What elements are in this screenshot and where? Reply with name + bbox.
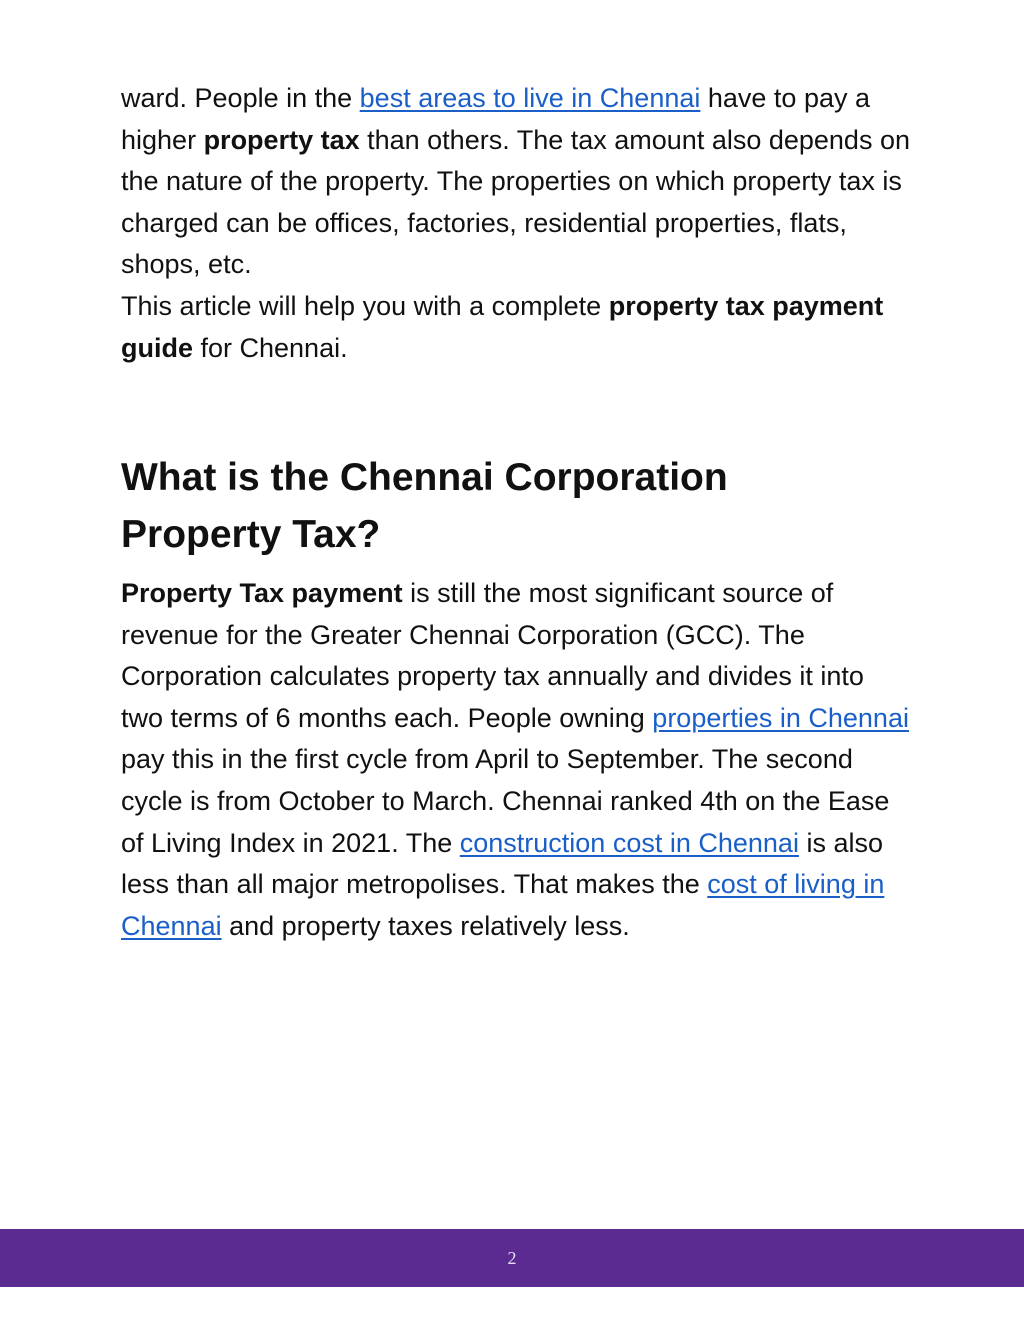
section-paragraph <box>121 573 911 947</box>
guide-bold: property tax payment guide <box>121 290 884 363</box>
section-heading-line2: Property Tax? <box>121 513 381 556</box>
guide-text-post: for Chennai. <box>193 332 348 363</box>
intro-text-1: ward. People in the <box>121 83 360 113</box>
section-text-3: is also less than all major metropolises. That makes the <box>121 827 883 900</box>
section-text-4: and property taxes relatively less. <box>221 910 630 941</box>
section-text-2: pay this in the first cycle from April to September. The second cycle is from October to March. Chennai ranked 4th on the Ease of Living Index in 2021. The <box>121 744 890 858</box>
section-heading-line1: What is the Chennai Corporation <box>121 456 728 499</box>
cost-of-living-link[interactable]: cost of living in Chennai <box>121 869 885 941</box>
intro-paragraph <box>121 78 911 286</box>
page-number: 2 <box>507 1247 517 1268</box>
section-body <box>121 573 911 947</box>
intro-text-2: have to pay a higher <box>121 83 870 155</box>
best-areas-link[interactable]: best areas to live in Chennai <box>359 83 701 113</box>
properties-in-chennai-link[interactable]: properties in Chennai <box>652 702 909 733</box>
property-tax-bold: property tax <box>203 124 360 155</box>
page-footer <box>0 1229 1024 1287</box>
section-heading-wrap <box>121 449 911 563</box>
section-heading <box>121 449 911 563</box>
section-text-1: is still the most significant source of revenue for the Greater Chennai Corporation (GCC). The Corporation calculates property tax annually and divides it into two terms of 6 months each. People owning <box>121 578 864 733</box>
construction-cost-link[interactable]: construction cost in Chennai <box>459 827 799 858</box>
section-bold-lead: Property Tax payment <box>121 578 403 608</box>
intro-text-3: than others. The tax amount also depends on the nature of the property. The properties on which property tax is charged can be offices, factories, residential properties, flats, shops, etc. <box>121 124 910 280</box>
intro-content <box>121 78 911 369</box>
guide-text-pre: This article will help you with a complete <box>121 290 609 321</box>
guide-paragraph <box>121 286 911 369</box>
